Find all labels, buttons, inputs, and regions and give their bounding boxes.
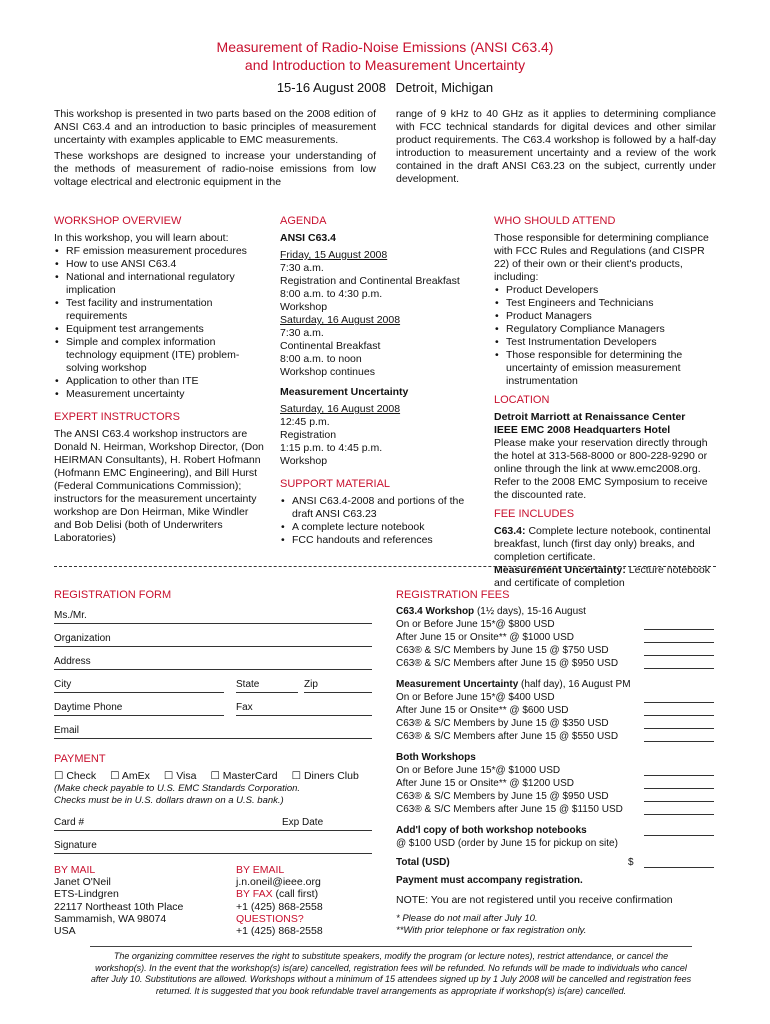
fax-field[interactable] [236,693,372,716]
fee-option [396,764,716,777]
card-row [54,807,372,831]
fee-amount-field[interactable] [644,801,714,802]
fee-amount-field[interactable] [644,715,714,716]
list-item: • Those responsible for determining the uncertainty of emission measurement instrumentation [494,349,718,388]
notebook-fees [396,824,716,850]
fee-includes-mu-text: Lecture notebook and certificate of completion [494,564,710,589]
agenda-time: 7:30 a.m. [280,262,324,274]
city-label: City [54,679,72,691]
intro-paragraph-3: range of 9 kHz to 40 GHz as it applies to determining compliance with FCC technical standards for digital devices and other similar product requirements. The C63.4 workshop is followed by a half-day introduction to measurement uncertainty and a review of the work contained in the draft ANSI C63.23 on the subject, currently under development. [396,108,716,185]
name-field[interactable] [54,606,372,624]
agenda-day1: Friday, 15 August 2008 [280,249,388,261]
footnote-2: **With prior telephone or fax registration only. [396,924,587,936]
payment-options [54,770,372,783]
card-label: Card # [54,816,85,828]
fee-amount-field[interactable] [644,835,714,836]
location-venue: Detroit Marriott at Renaissance Center [494,411,686,423]
fee-label: On or Before June 15*@ $800 USD [396,619,555,631]
mail-line: USA [54,924,76,937]
both-title: Both Workshops [396,752,476,764]
fee-option [396,803,716,816]
column-agenda [280,215,480,547]
total-row [396,856,716,869]
address-label: Address [54,656,91,668]
list-item: • FCC handouts and references [280,534,480,547]
agenda-time: 1:15 p.m. to 4:45 p.m. [280,442,383,454]
fee-option [396,824,716,837]
email-field[interactable] [54,716,372,739]
list-item: • Product Managers [494,310,718,323]
fee-label: C63® & S/C Members after June 15 @ $950 USD [396,658,619,670]
fee-includes-c63-text: Complete lecture notebook, continental breakfast, lunch (first day only) breaks, and completion certificate. [494,525,711,563]
check-option[interactable]: ☐ Check [54,770,97,783]
fee-includes-c63-label: C63.4: [494,525,526,537]
support-heading: SUPPORT MATERIAL [280,478,391,490]
agenda-event: Registration and Continental Breakfast [280,275,460,287]
registration-fees [396,589,716,937]
agenda-event: Registration [280,429,337,441]
mu-title: Measurement Uncertainty [396,679,519,691]
list-item: • Application to other than ITE [54,375,268,388]
mail-line: Sammamish, WA 98074 [54,912,167,925]
agenda-time: 8:00 a.m. to noon [280,353,362,365]
electronic-contact [236,864,376,937]
fee-label: C63® & S/C Members by June 15 @ $950 USD [396,791,609,803]
list-item: • National and international regulatory implication [54,271,268,297]
name-label: Ms./Mr. [54,610,87,622]
fax-label: Fax [236,702,253,714]
footnote-1: * Please do not mail after July 10. [396,912,538,924]
agenda-event: Workshop [280,301,328,313]
list-item: • Test Instrumentation Developers [494,336,718,349]
questions-heading: QUESTIONS? [236,912,304,925]
overview-heading: WORKSHOP OVERVIEW [54,215,182,227]
fee-option [396,631,716,644]
fax-heading: BY FAX [236,888,273,901]
total-label: Total (USD) [396,857,450,869]
agenda-event: Continental Breakfast [280,340,381,352]
fee-amount-field[interactable] [644,668,714,669]
fee-group-title [396,678,716,691]
fee-amount-field[interactable] [644,702,714,703]
total-amount-field[interactable] [644,867,714,868]
list-item: • ANSI C63.4-2008 and portions of the draft ANSI C63.23 [280,495,480,521]
agenda-time: 12:45 p.m. [280,416,330,428]
fee-label: After June 15 or Onsite** @ $600 USD [396,705,569,717]
fee-includes-mu-label: Measurement Uncertainty: [494,564,626,576]
fee-label: After June 15 or Onsite** @ $1000 USD [396,632,575,644]
list-item: • Equipment test arrangements [54,323,268,336]
payment-note-2: Checks must be in U.S. dollars drawn on a U.S. bank.) [54,794,284,806]
mail-line: Janet O'Neil [54,876,111,889]
contact-phone: +1 (425) 868-2558 [236,924,323,937]
fee-amount-field[interactable] [644,642,714,643]
mail-contact [54,864,224,937]
payment-note-1: (Make check payable to U.S. EMC Standards Corporation. [54,782,301,794]
contact-info [54,864,372,954]
agenda-time: 8:00 a.m. to 4:30 p.m. [280,288,383,300]
city-state-zip-row [54,670,372,693]
attend-lead: Those responsible for determining compliance with FCC Rules and Regulations (and CISPR 22) of their own or their client's products, including: [494,232,709,283]
state-label: State [236,679,260,691]
intro-paragraph-2: These workshops are designed to increase your understanding of the methods of measurement of radio-noise emissions from low voltage electrical and electronic equipment in the [54,150,376,188]
fee-option [396,644,716,657]
both-fees [396,751,716,816]
state-field[interactable] [236,670,298,693]
fee-option [396,777,716,790]
address-field[interactable] [54,647,372,670]
list-item: • How to use ANSI C63.4 [54,258,268,271]
email-heading: BY EMAIL [236,863,285,876]
agenda-time: 7:30 a.m. [280,327,324,339]
exp-label: Exp Date [282,816,324,828]
fee-option [396,790,716,803]
document-title [0,38,770,74]
reg-fees-heading: REGISTRATION FEES [396,589,510,601]
agenda-day2: Saturday, 16 August 2008 [280,314,401,326]
support-list [280,495,480,547]
list-item: • Measurement uncertainty [54,388,268,401]
fee-label: C63® & S/C Members by June 15 @ $750 USD [396,645,609,657]
column-attend [494,215,718,590]
fee-amount-field[interactable] [644,775,714,776]
fee-amount-field[interactable] [644,788,714,789]
agenda-heading: AGENDA [280,215,327,227]
intro-right [396,108,716,186]
title-line-1: Measurement of Radio-Noise Emissions (ANSI C63.4) [216,39,554,55]
fee-option [396,730,716,743]
location-text: Please make your reservation directly through the hotel at 313-568-8000 or 800-228-9290 or online through the link at www.emc2008.org. Refer to the 2008 EMC Symposium to receive the discounted rate. [494,437,708,501]
list-item: • Product Developers [494,284,718,297]
intro-left [54,108,376,192]
fee-amount-field[interactable] [644,814,714,815]
total-dollar: $ [628,857,634,869]
registration-note: NOTE: You are not registered until you receive confirmation [396,894,673,907]
organization-field[interactable] [54,624,372,647]
contact-email[interactable]: j.n.oneil@ieee.org [236,876,321,889]
registration-form [54,589,372,954]
overview-list [54,245,268,401]
event-dates: 15-16 August 2008 [276,80,386,95]
mail-heading: BY MAIL [54,863,96,876]
event-location: Detroit, Michigan [395,80,494,95]
exp-date-field[interactable] [282,808,372,831]
mu-fees [396,678,716,743]
visa-option[interactable]: ☐ Visa [163,770,197,783]
fee-option [396,704,716,717]
list-item: • RF emission measurement procedures [54,245,268,258]
disclaimer: The organizing committee reserves the right to substitute speakers, modify the program (or lecture notes), restrict attendance, or cancel the workshop(s). In the event that the workshop(s) is(are) cancelled, registration fees will be refunded. No refunds will be made to individuals who cancel after July 10. Substitutions are allowed. Workshops without a minimum of 15 attendees signed up by 1 July 2008 will be cancelled and registration fees returned. It is suggested that you book refundable travel arrangements as appropriate if workshop(s) is(are) cancelled. [90,951,692,996]
fee-label: C63® & S/C Members after June 15 @ $1150 USD [396,804,623,816]
c63-title: C63.4 Workshop [396,606,475,618]
fee-label: C63® & S/C Members by June 15 @ $350 USD [396,718,609,730]
mu-sub: (half day), 16 August PM [521,679,631,691]
phone-label: Daytime Phone [54,702,123,714]
fee-option [396,657,716,670]
list-item: • A complete lecture notebook [280,521,480,534]
overview-lead: In this workshop, you will learn about: [54,232,229,244]
agenda-part1-title: ANSI C63.4 [280,232,337,244]
fee-option [396,691,716,704]
addl-title: Add'l copy of both workshop notebooks [396,825,587,837]
fee-amount-field[interactable] [644,741,714,742]
instructors-heading: EXPERT INSTRUCTORS [54,411,180,423]
city-field[interactable] [54,670,224,693]
list-item: • Test facility and instrumentation requirements [54,297,268,323]
payment-heading: PAYMENT [54,753,106,766]
instructors-text: The ANSI C63.4 workshop instructors are Donald N. Heirman, Workshop Director, (Don HEIRMAN Consultants), H. Robert Hofmann (Hofmann EMC Engineering), and Bill Hurst (Federal Communications Commission); instructors for the measurement uncertainty workshop are Don Heirman, Mike Windler and Bob Delisi (both of Underwriters Laboratories) [54,428,264,544]
zip-label: Zip [304,679,318,691]
payment-must: Payment must accompany registration. [396,875,583,887]
organization-label: Organization [54,633,111,645]
fee-includes-heading: FEE INCLUDES [494,508,575,520]
fee-amount-field[interactable] [644,629,714,630]
location-hotel: IEEE EMC 2008 Headquarters Hotel [494,424,671,436]
diners-club-option[interactable]: ☐ Diners Club [291,770,359,783]
card-number-field[interactable] [54,808,282,831]
fee-includes-mu [494,564,718,590]
email-label: Email [54,725,80,737]
signature-field[interactable] [54,831,372,854]
mastercard-option[interactable]: ☐ MasterCard [210,770,278,783]
fee-label: C63® & S/C Members after June 15 @ $550 USD [396,731,619,743]
fee-includes-c63 [494,525,718,564]
fee-label: On or Before June 15*@ $400 USD [396,692,555,704]
addl-line: @ $100 USD (order by June 15 for pickup on site) [396,838,618,850]
fee-option [396,717,716,730]
signature-label: Signature [54,839,97,851]
fee-amount-field[interactable] [644,655,714,656]
column-overview [54,215,268,545]
location-heading: LOCATION [494,394,550,406]
phone-field[interactable] [54,693,224,716]
event-date-location [0,80,770,96]
zip-field[interactable] [304,670,372,693]
list-item: • Test Engineers and Technicians [494,297,718,310]
cut-line-divider [54,566,716,567]
title-line-2: and Introduction to Measurement Uncertainty [244,57,526,73]
mail-line: 22117 Northeast 10th Place [54,900,184,913]
agenda-event: Workshop continues [280,366,375,378]
list-item: • Simple and complex information technology equipment (ITE) problem-solving workshop [54,336,268,375]
footer-rule [90,946,692,947]
c63-sub: (1½ days), 15-16 August [476,606,586,618]
list-item: • Regulatory Compliance Managers [494,323,718,336]
attend-heading: WHO SHOULD ATTEND [494,215,616,227]
intro-paragraph-1: This workshop is presented in two parts based on the 2008 edition of ANSI C63.4 and an introduction to basic principles of measurement uncertainty with examples applicable to EMC measurements. [54,108,376,146]
amex-option[interactable]: ☐ AmEx [110,770,150,783]
fee-amount-field[interactable] [644,728,714,729]
fee-group-title [396,605,716,618]
fee-option [396,618,716,631]
phone-fax-row [54,693,372,716]
agenda-event: Workshop [280,455,328,467]
agenda-day3: Saturday, 16 August 2008 [280,403,401,415]
fee-label: After June 15 or Onsite** @ $1200 USD [396,778,575,790]
fax-note: (call first) [275,888,319,901]
c63-fees [396,605,716,670]
attend-list [494,284,718,388]
contact-fax: +1 (425) 868-2558 [236,900,323,913]
reg-form-heading: REGISTRATION FORM [54,589,172,601]
fee-label: On or Before June 15*@ $1000 USD [396,765,561,777]
mail-line: ETS-Lindgren [54,888,119,901]
agenda-part2-title: Measurement Uncertainty [280,386,409,398]
